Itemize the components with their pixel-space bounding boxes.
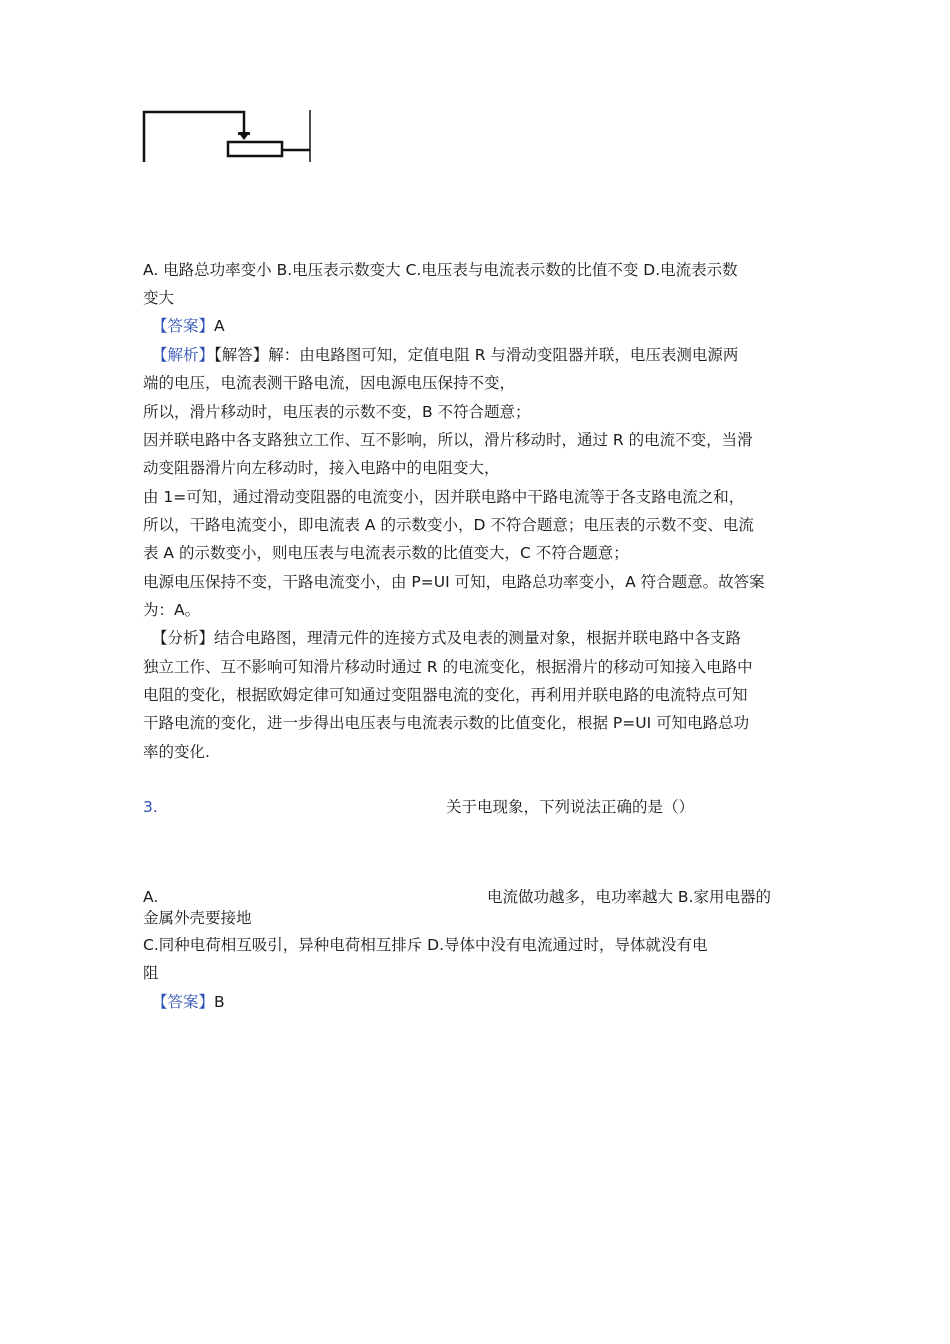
q2-fenxi-line-4: 率的变化. [143, 743, 210, 761]
answer-tag: 【答案】 [152, 317, 215, 335]
q2-analysis-line-8: 电源电压保持不变，干路电流变小，由 P=UI 可知，电路总功率变小，A 符合题意。故答案 [143, 573, 765, 591]
answer-tag: 【答案】 [152, 993, 215, 1011]
q2-analysis-line-2: 所以，滑片移动时，电压表的示数不变，B 不符合题意； [143, 403, 531, 421]
q3-options-line4: 阻 [143, 964, 159, 982]
q2-analysis-line-9: 为：A。 [143, 601, 201, 619]
q3-question: 关于电现象，下列说法正确的是（） [446, 798, 695, 816]
q2-analysis-line-3: 因并联电路中各支路独立工作、互不影响，所以，滑片移动时，通过 R 的电流不变，当滑 [143, 431, 753, 449]
q2-fenxi-line-2: 电阻的变化，根据欧姆定律可知通过变阻器电流的变化，再利用并联电路的电流特点可知 [143, 686, 748, 704]
q2-answer [152, 316, 225, 336]
q2-fenxi-line-0: 【分析】结合电路图，理清元件的连接方式及电表的测量对象，根据并联电路中各支路 [152, 629, 742, 647]
q3-options-line3: C.同种电荷相互吸引，异种电荷相互排斥 D.导体中没有电流通过时，导体就没有电 [143, 936, 708, 954]
q2-options-line2: 变大 [143, 289, 175, 307]
answer-value: A [214, 317, 225, 335]
q2-options-line1: A. 电路总功率变小 B.电压表示数变大 C.电压表与电流表示数的比值不变 D.电流表示数 [143, 261, 738, 279]
answer-value: B [214, 993, 225, 1011]
q2-analysis-line-0 [152, 345, 738, 365]
q3-option-a-text: 电流做功越多，电功率越大 B.家用电器的 [487, 888, 771, 906]
q2-analysis-line-4: 动变阻器滑片向左移动时，接入电路中的电阻变大， [143, 459, 500, 477]
q2-analysis-line-1: 端的电压，电流表测干路电流，因电源电压保持不变， [143, 374, 516, 392]
circuit-diagram-fragment [138, 104, 318, 166]
q2-analysis-line-6: 所以，干路电流变小，即电流表 A 的示数变小，D 不符合题意；电压表的示数不变、电流 [143, 516, 754, 534]
q3-number: 3. [143, 798, 158, 816]
q2-analysis-line-7: 表 A 的示数变小，则电压表与电流表示数的比值变大，C 不符合题意； [143, 544, 629, 562]
analysis-tag: 【解析】 [152, 346, 215, 364]
q3-option-a-label: A. [143, 888, 159, 906]
q2-analysis-line-5: 由 1=可知，通过滑动变阻器的电流变小，因并联电路中干路电流等于各支路电流之和， [143, 488, 745, 506]
analysis-text: 【解答】解：由电路图可知，定值电阻 R 与滑动变阻器并联，电压表测电源两 [214, 346, 739, 364]
q3-answer [152, 992, 225, 1012]
q3-options-line2: 金属外壳要接地 [143, 909, 252, 927]
q2-fenxi-line-1: 独立工作、互不影响可知滑片移动时通过 R 的电流变化，根据滑片的移动可知接入电路中 [143, 658, 753, 676]
q2-fenxi-line-3: 干路电流的变化，进一步得出电压表与电流表示数的比值变化，根据 P=UI 可知电路总功 [143, 714, 750, 732]
